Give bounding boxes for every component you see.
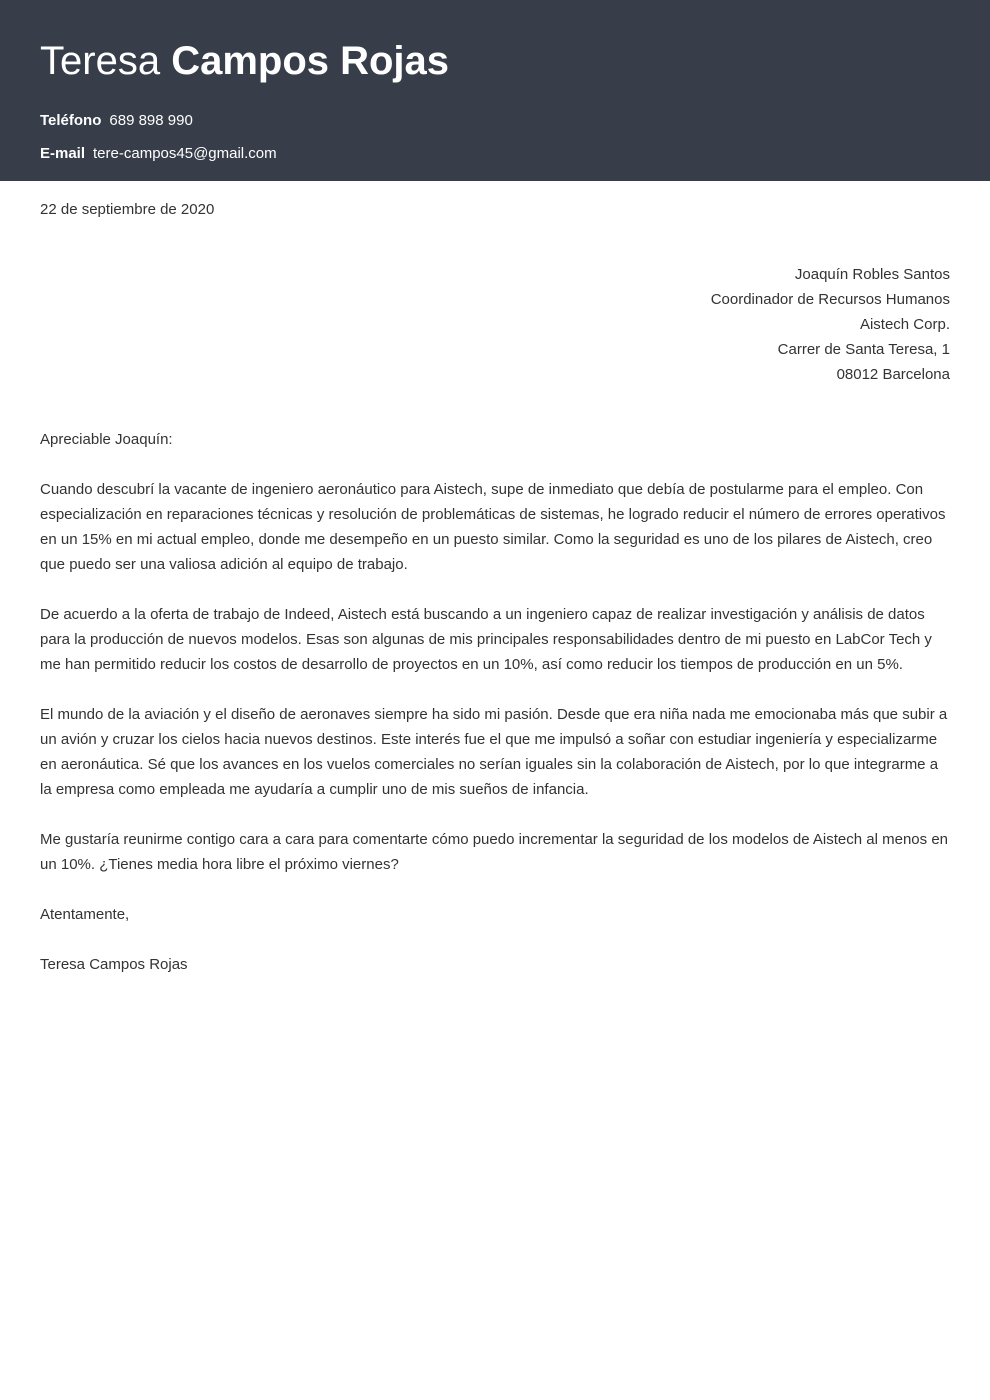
letter-date: 22 de septiembre de 2020	[40, 201, 215, 218]
recipient-title: Coordinador de Recursos Humanos	[710, 291, 950, 308]
salutation: Apreciable Joaquín:	[40, 431, 173, 448]
body-paragraph: Cuando descubrí la vacante de ingeniero aeronáutico para Aistech, supe de inmediato que debía de postularme para el empleo. Con especialización en reparaciones técnicas y resolución de problemáticas de sistemas, he logrado reducir el número de errores operativos en un 15% en mi actual empleo, donde me desempeño en un puesto similar. Como la seguridad es uno de los pilares de Aistech, creo que puedo ser una valiosa adición al equipo de trabajo.	[40, 481, 946, 573]
contact-info	[40, 112, 950, 163]
phone-label: Teléfono	[40, 112, 102, 129]
recipient-street: Carrer de Santa Teresa, 1	[777, 341, 950, 358]
applicant-last-name: Campos Rojas	[171, 39, 450, 83]
letter-header	[0, 0, 990, 181]
body-paragraph: De acuerdo a la oferta de trabajo de Indeed, Aistech está buscando a un ingeniero capaz de realizar investigación y análisis de datos para la producción de nuevos modelos. Esas son algunas de mis principales responsabilidades dentro de mi puesto en LabCor Tech y me han permitido reducir los costos de desarrollo de proyectos en un 10%, así como reducir los tiempos de producción en un 5%.	[40, 606, 932, 673]
recipient-city: 08012 Barcelona	[836, 366, 950, 383]
recipient-block	[40, 262, 950, 387]
signature: Teresa Campos Rojas	[40, 956, 188, 973]
email-label: E-mail	[40, 145, 86, 162]
contact-email-row	[40, 145, 950, 163]
applicant-first-name: Teresa	[40, 39, 161, 83]
email-value: tere-campos45@gmail.com	[93, 145, 277, 162]
body-paragraph: Me gustaría reunirme contigo cara a cara para comentarte cómo puedo incrementar la seguridad de los modelos de Aistech al menos en un 10%. ¿Tienes media hora libre el próximo viernes?	[40, 831, 948, 873]
letter-body	[0, 197, 990, 977]
phone-value: 689 898 990	[109, 112, 193, 129]
recipient-company: Aistech Corp.	[859, 316, 950, 333]
recipient-name: Joaquín Robles Santos	[794, 266, 950, 283]
applicant-name	[40, 38, 950, 84]
body-paragraph: El mundo de la aviación y el diseño de aeronaves siempre ha sido mi pasión. Desde que era niña nada me emocionaba más que subir a un avión y cruzar los cielos hacia nuevos destinos. Este interés fue el que me impulsó a soñar con estudiar ingeniería y especializarme en aeronáutica. Sé que los avances en los vuelos comerciales no serían iguales sin la colaboración de Aistech, por lo que integrarme a la empresa como empleada me ayudaría a cumplir uno de mis sueños de infancia.	[40, 706, 948, 798]
contact-phone-row	[40, 112, 950, 130]
closing: Atentamente,	[40, 906, 130, 923]
